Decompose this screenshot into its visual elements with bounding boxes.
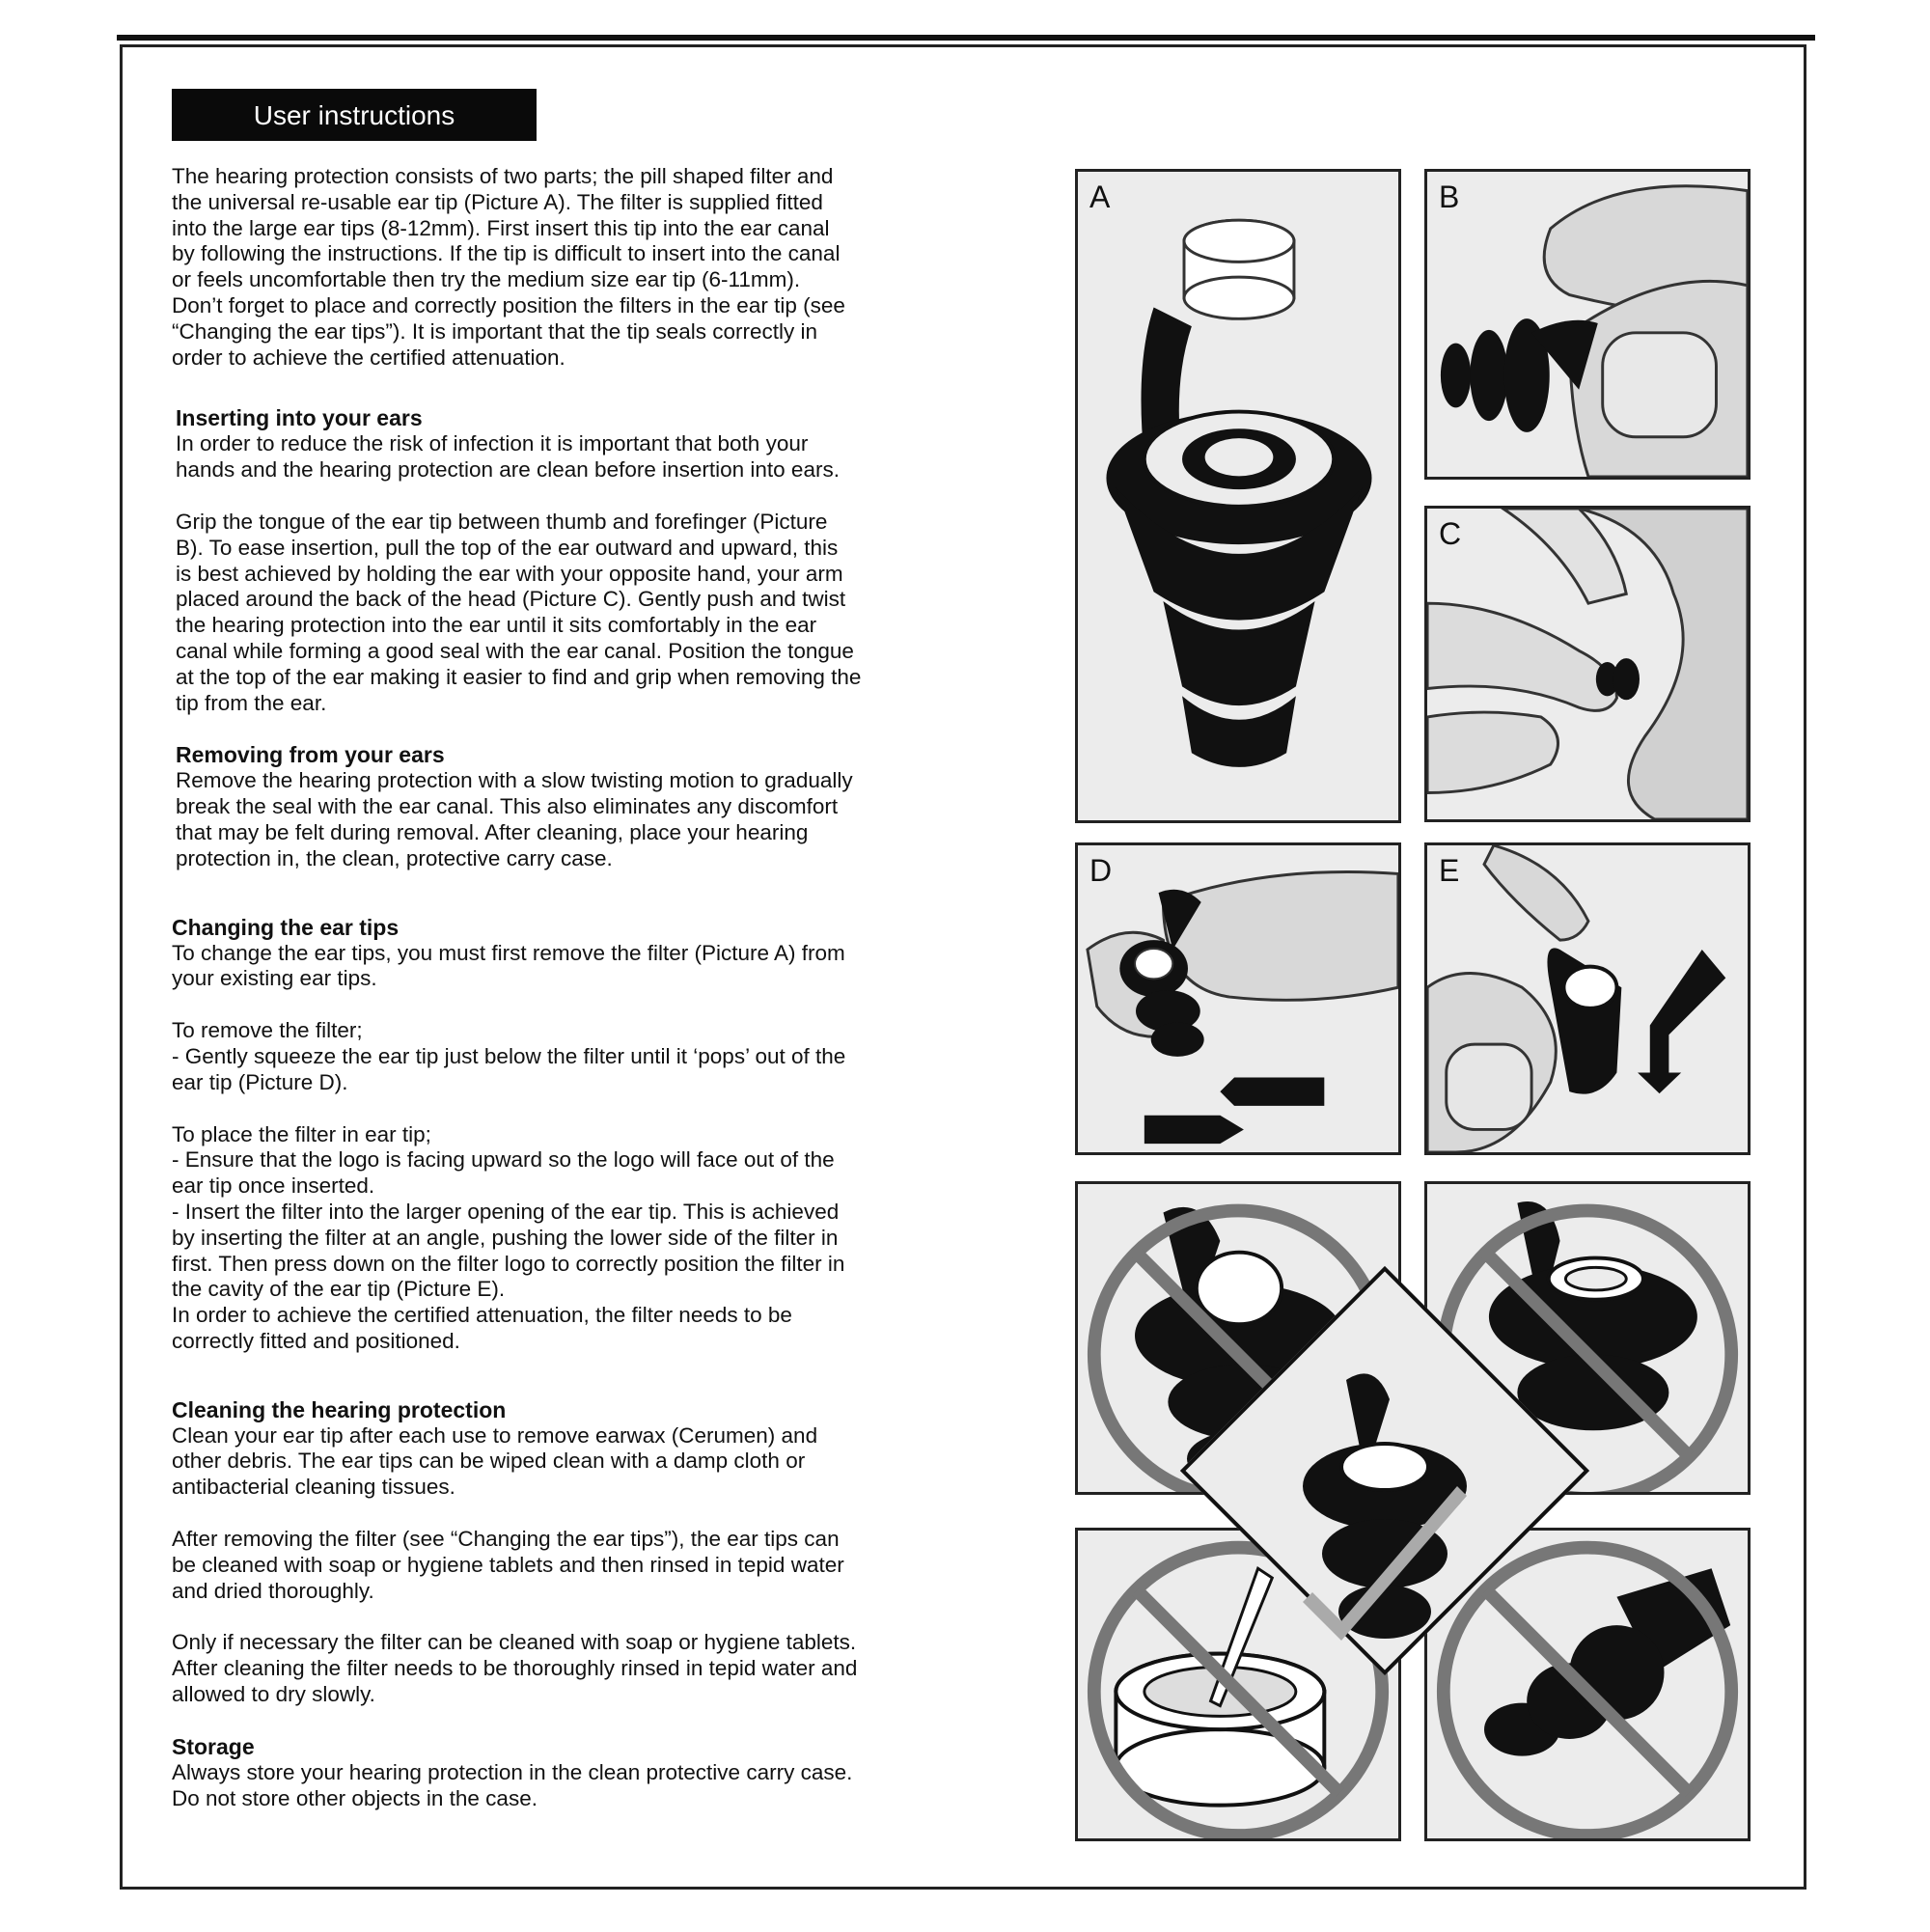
storage-heading: Storage xyxy=(172,1733,255,1759)
page-title: User instructions xyxy=(253,100,455,130)
filter-insertion-illustration xyxy=(1427,845,1748,1152)
picture-d-panel xyxy=(1075,842,1401,1155)
changing-paragraph-1: To change the ear tips, you must first remove the filter (Picture A) from your existing ear tips. xyxy=(172,940,845,991)
picture-b-panel xyxy=(1424,169,1751,480)
cleaning-paragraph-1: Clean your ear tip after each use to remove earwax (Cerumen) and other debris. The ear tips can be wiped clean with a damp cloth or antibacterial cleaning tissues. xyxy=(172,1422,818,1500)
inserting-heading: Inserting into your ears xyxy=(176,405,423,431)
cleaning-heading: Cleaning the hearing protection xyxy=(172,1396,507,1422)
correct-fit-illustration xyxy=(1283,1361,1486,1650)
ear-insertion-illustration xyxy=(1427,509,1748,819)
filter-removal-illustration xyxy=(1078,845,1398,1152)
intro-paragraph: The hearing protection consists of two parts; the pill shaped filter and the universal re-usable ear tip (Picture A). The filter is supplied fitted into the large ear tips (8-12mm). First insert this tip into the ear canal by following the instructions. If the tip is difficult to insert into the canal or feels uncomfortable then try the medium size ear tip (6-11mm). Don’t forget to place and correctly position the filters in the ear tip (see “Changing the ear tips”). It is important that the tip seals correctly in order to achieve the certified attenuation. xyxy=(172,164,845,370)
changing-heading: Changing the ear tips xyxy=(172,914,400,940)
removing-heading: Removing from your ears xyxy=(176,742,445,768)
picture-b-label: B xyxy=(1439,179,1460,214)
picture-d-label: D xyxy=(1089,853,1113,888)
top-rule xyxy=(117,35,1815,41)
title-banner xyxy=(172,89,537,141)
instructions-text xyxy=(172,164,944,1811)
picture-e-label: E xyxy=(1439,853,1460,888)
picture-c-label: C xyxy=(1439,516,1462,551)
removing-paragraph: Remove the hearing protection with a slow twisting motion to gradually break the seal with the ear canal. This also eliminates any discomfort that may be felt during removal. After cleaning, place your hearing protection in, the clean, protective carry case. xyxy=(176,768,853,870)
picture-a-label: A xyxy=(1089,179,1111,214)
inserting-paragraph-2: Grip the tongue of the ear tip between thumb and forefinger (Picture B). To ease insertion, pull the top of the ear outward and upward, this is best achieved by holding the ear with your opposite hand, your arm placed around the back of the head (Picture C). Gently push and twist the hearing protection into the ear until it sits comfortably in the ear canal while forming a good seal with the ear canal. Position the tongue at the top of the ear making it easier to find and grip when removing the tip from the ear. xyxy=(176,509,862,715)
picture-e-panel xyxy=(1424,842,1751,1155)
changing-paragraph-2: To remove the filter; - Gently squeeze the ear tip just below the filter until it ‘pops’ out of the ear tip (Picture D). xyxy=(172,1018,846,1094)
inserting-paragraph-1: In order to reduce the risk of infection it is important that both your hands and the hearing protection are clean before insertion into ears. xyxy=(176,431,840,483)
cleaning-paragraph-2: After removing the filter (see “Changing the ear tips”), the ear tips can be cleaned with soap or hygiene tablets and then rinsed in tepid water and dried thoroughly. xyxy=(172,1527,844,1603)
picture-c-panel xyxy=(1424,506,1751,822)
changing-paragraph-3: To place the filter in ear tip; - Ensure that the logo is facing upward so the logo will face out of the ear tip once inserted. - Insert the filter into the larger opening of the ear tip. This is achieved by inserting the filter at an angle, pushing the lower side of the filter in first. Then press down on the filter logo to correctly position the filter in the cavity of the ear tip (Picture E). In order to achieve the certified attenuation, the filter needs to be correctly fitted and positioned. xyxy=(172,1121,845,1353)
ear-tip-illustration xyxy=(1078,172,1398,820)
cleaning-paragraph-3: Only if necessary the filter can be cleaned with soap or hygiene tablets. After cleaning the filter needs to be thoroughly rinsed in tepid water and allowed to dry slowly. xyxy=(172,1630,858,1707)
finger-grip-illustration xyxy=(1427,172,1748,477)
picture-a-panel xyxy=(1075,169,1401,823)
storage-paragraph: Always store your hearing protection in the clean protective carry case. Do not store other objects in the case. xyxy=(172,1759,853,1810)
